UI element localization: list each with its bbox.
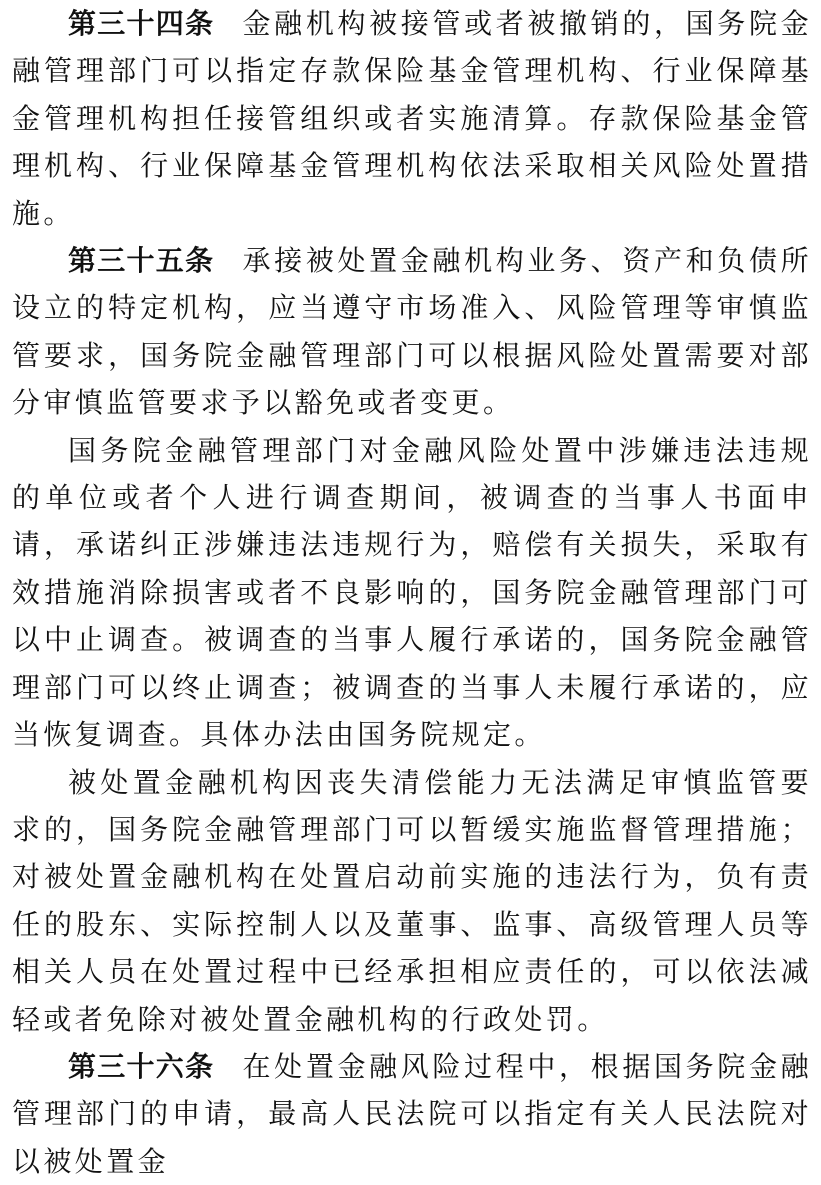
paragraph-text: 金融机构被接管或者被撤销的，国务院金融管理部门可以指定存款保险基金管理机构、行业保障基金管理机构担任接管组织或者实施清算。存款保险基金管理机构、行业保障基金管理机构依法采取相关风险处置措施。 <box>12 7 812 230</box>
paragraph-text: 在处置金融风险过程中，根据国务院金融管理部门的申请，最高人民法院可以指定有关人民法院对以被处置金 <box>12 1049 812 1178</box>
article-35-paragraph-2 <box>12 427 812 759</box>
article-34-paragraph <box>12 0 812 237</box>
article-number: 第三十四条 <box>68 7 215 40</box>
paragraph-text: 国务院金融管理部门对金融风险处置中涉嫌违法违规的单位或者个人进行调查期间，被调查的当事人书面申请，承诺纠正涉嫌违法违规行为，赔偿有关损失，采取有效措施消除损害或者不良影响的，国务院金融管理部门可以中止调查。被调查的当事人履行承诺的，国务院金融管理部门可以终止调查；被调查的当事人未履行承诺的，应当恢复调查。具体办法由国务院规定。 <box>12 433 812 752</box>
article-35-paragraph-3 <box>12 759 812 1043</box>
article-35-paragraph <box>12 237 812 427</box>
article-number: 第三十六条 <box>68 1049 215 1083</box>
article-number: 第三十五条 <box>68 244 215 278</box>
paragraph-text: 被处置金融机构因丧失清偿能力无法满足审慎监管要求的，国务院金融管理部门可以暂缓实施监督管理措施；对被处置金融机构在处置启动前实施的违法行为，负有责任的股东、实际控制人以及董事、监事、高级管理人员等相关人员在处置过程中已经承担相应责任的，可以依法减轻或者免除对被处置金融机构的行政处罚。 <box>12 765 812 1036</box>
document-page <box>12 0 812 1185</box>
paragraph-text: 承接被处置金融机构业务、资产和负债所设立的特定机构，应当遵守市场准入、风险管理等审慎监管要求，国务院金融管理部门可以根据风险处置需要对部分审慎监管要求予以豁免或者变更。 <box>12 244 812 420</box>
article-36-paragraph <box>12 1043 812 1185</box>
